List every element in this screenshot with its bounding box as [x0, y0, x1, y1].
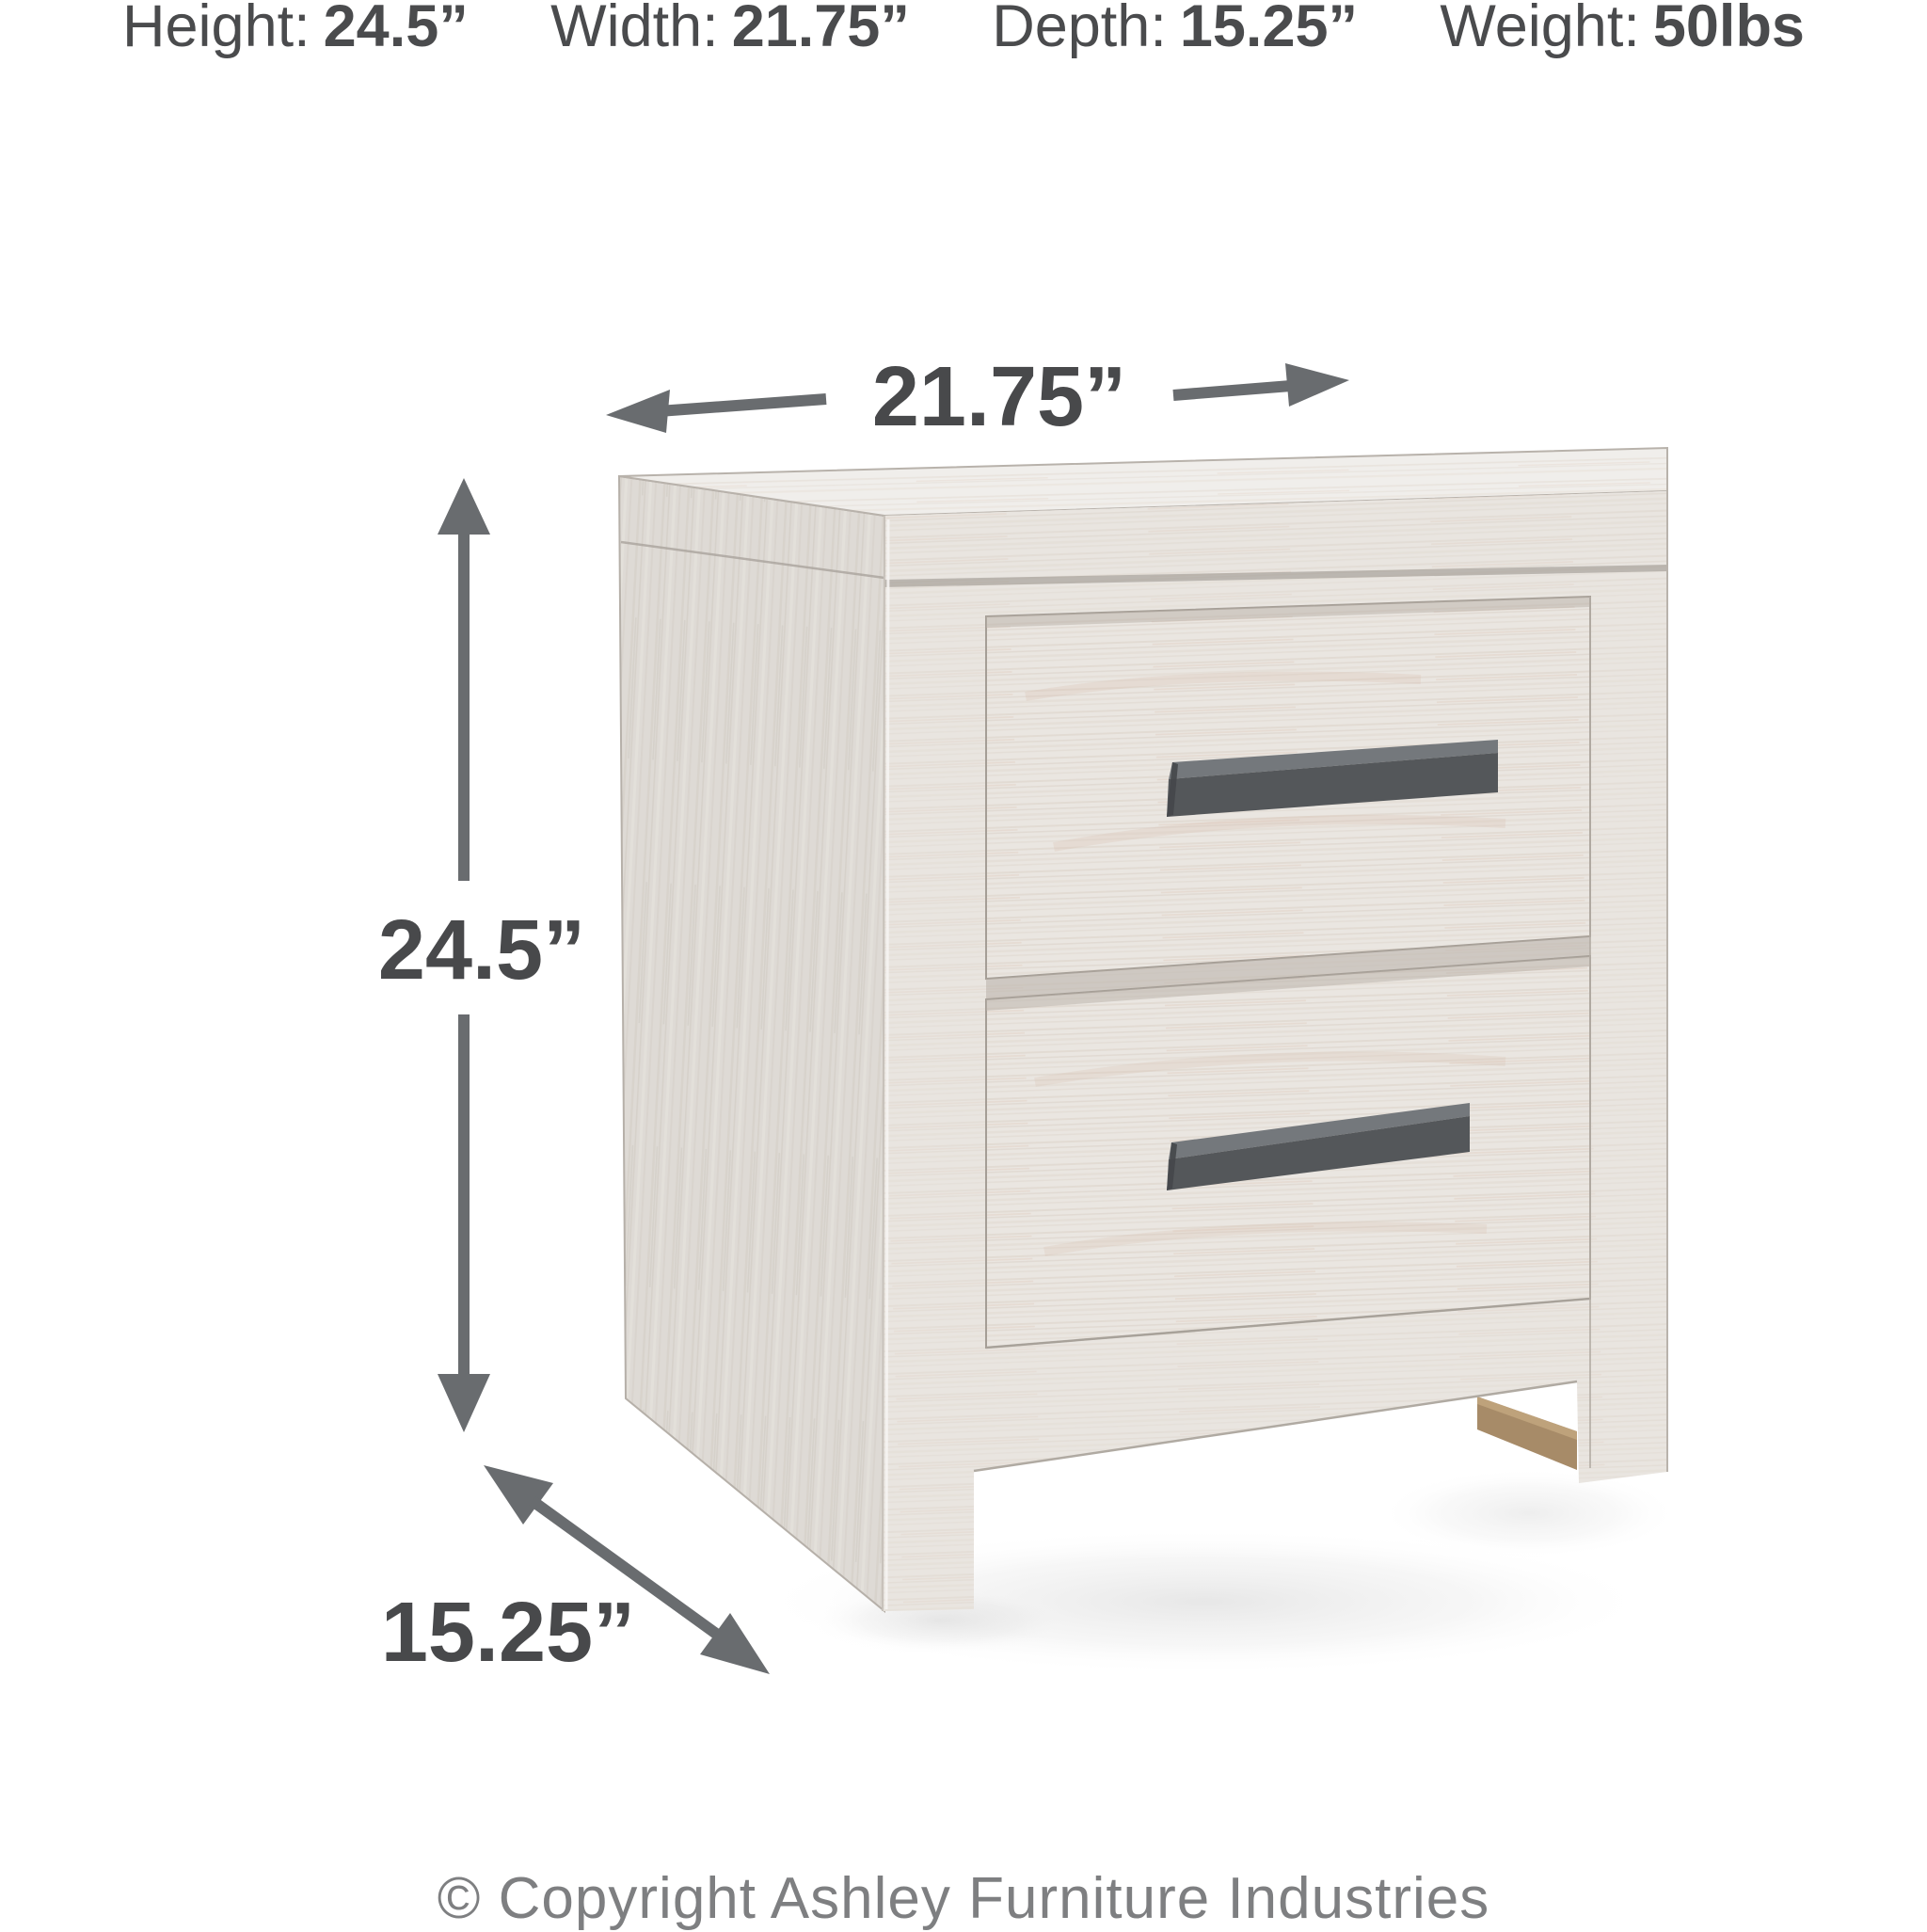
width-value: 21.75” [731, 0, 910, 59]
width-label: Width: [550, 0, 719, 59]
nightstand-side-panel [619, 476, 884, 1611]
weight-label: Weight: [1440, 0, 1640, 59]
width-dimension-label: 21.75” [871, 350, 1127, 444]
width-arrow-left [606, 390, 826, 433]
height-value: 24.5” [323, 0, 469, 59]
depth-dimension [381, 1465, 770, 1680]
width-arrow-right [1173, 363, 1349, 407]
corner-highlight [886, 519, 888, 1609]
width-dimension [606, 350, 1349, 444]
weight-value: 50lbs [1652, 0, 1805, 59]
depth-label: Depth: [992, 0, 1167, 59]
copyright-text: © Copyright Ashley Furniture Industries [437, 1866, 1490, 1931]
depth-dimension-label: 15.25” [380, 1586, 636, 1680]
nightstand-illustration [619, 448, 1667, 1611]
depth-value: 15.25” [1179, 0, 1359, 59]
height-dimension-label: 24.5” [377, 903, 586, 998]
height-dimension [378, 478, 585, 1432]
height-label: Height: [122, 0, 311, 59]
